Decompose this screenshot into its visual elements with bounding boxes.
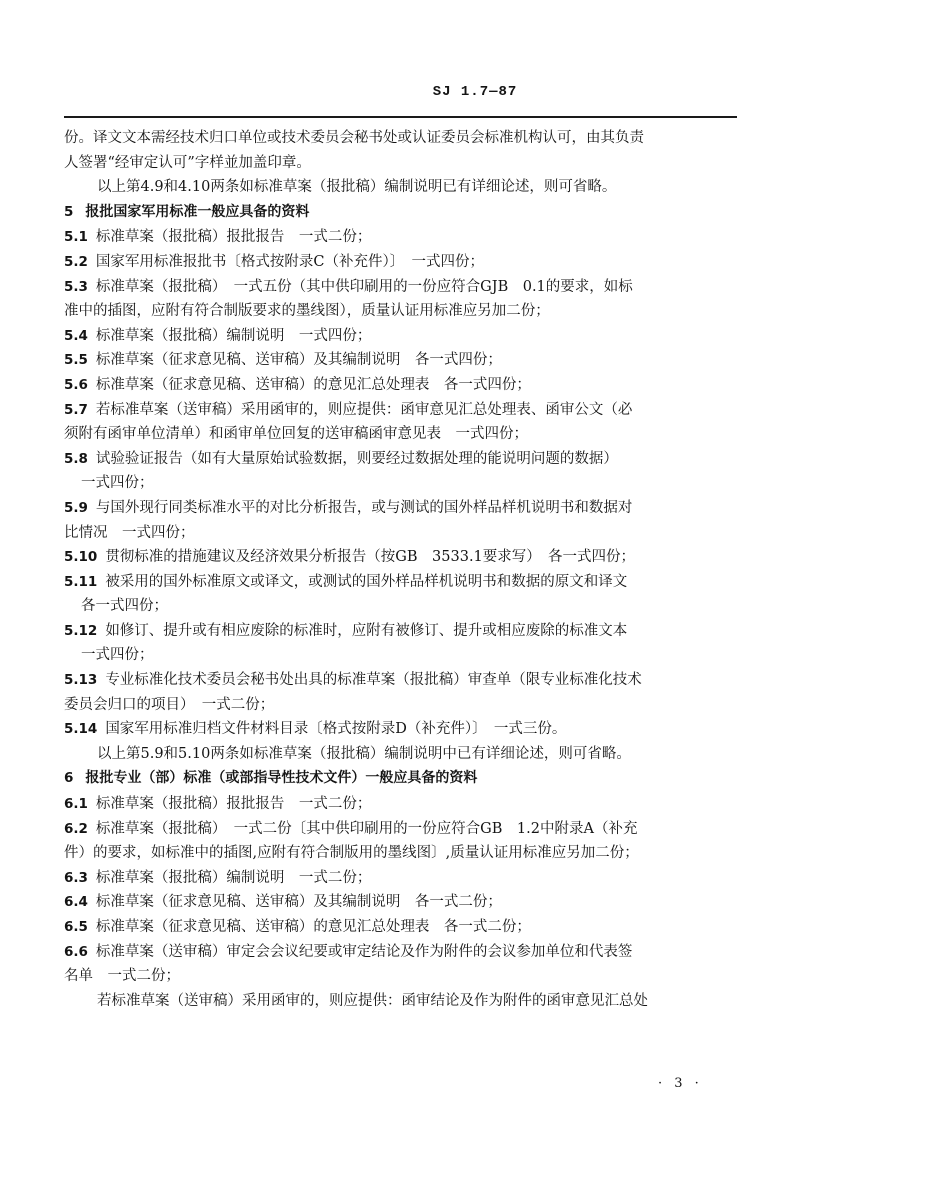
clause-text: 标准草案（报批稿）报批报告 一式二份；	[95, 796, 372, 813]
clause-text: 标准草案（征求意见稿、送审稿）的意见汇总处理表 各一式四份；	[95, 376, 531, 393]
clause-text: 标准草案（报批稿）编制说明 一式四份；	[95, 327, 372, 344]
clause-number: 5.9	[64, 499, 88, 516]
clause-text: 标准草案（报批稿）编制说明 一式二份；	[95, 869, 372, 886]
omission-note: 以上第4.9和4.10两条如标准草案（报批稿）编制说明已有详细论述，则可省略。	[97, 179, 617, 196]
clause-line	[64, 717, 736, 742]
clause-text: 标准草案（报批稿） 一式五份（其中供印刷用的一份应符合GJB 0.1的要求，如标	[95, 278, 633, 295]
clause-text: 标准草案（报批稿） 一式二份〔其中供印刷用的一份应符合GB 1.2中附录A（补充	[95, 820, 638, 837]
clause-line	[64, 915, 736, 940]
section-6-heading	[64, 766, 736, 791]
clause-line	[64, 275, 736, 300]
section-number: 6	[64, 770, 74, 787]
clause-line	[64, 619, 736, 644]
clause-number: 5.4	[64, 327, 88, 344]
continuation-line: 人签署“经审定认可”字样並加盖印章。	[64, 154, 311, 171]
clause-text: 被采用的国外标准原文或译文，或测试的国外样品样机说明书和数据的原文和译文	[105, 573, 628, 590]
clause-text: 标准草案（征求意见稿、送审稿）及其编制说明 各一式四份；	[95, 352, 502, 369]
clause-continuation: 准中的插图，应附有符合制版要求的墨线图），质量认证用标准应另加二份；	[64, 303, 550, 320]
clause-text: 国家军用标准归档文件材料目录〔格式按附录D（补充件）〕 一式三份。	[105, 721, 567, 738]
clause-line	[64, 324, 736, 349]
clause-continuation: 件）的要求，如标准中的插图,应附有符合制版用的墨线图〕,质量认证用标准应另加二份；	[64, 845, 639, 862]
clause-text: 国家军用标准报批书〔格式按附录C（补充件）〕 一式四份；	[95, 253, 485, 270]
clause-line	[64, 792, 736, 817]
section-6-trailing: 若标准草案（送审稿）采用函审的，则应提供：函审结论及作为附件的函审意见汇总处	[97, 992, 648, 1009]
page-number: · 3 ·	[658, 1076, 703, 1091]
clause-line	[64, 866, 736, 891]
clause-continuation: 一式四份；	[81, 475, 154, 492]
clause-continuation: 须附有函审单位清单）和函审单位回复的送审稿函审意见表 一式四份；	[64, 426, 528, 443]
clause-number: 6.3	[64, 869, 88, 886]
clause-line	[64, 890, 736, 915]
clause-text: 如修订、提升或有相应废除的标准时，应附有被修订、提升或相应废除的标准文本	[105, 622, 628, 639]
clause-number: 5.11	[64, 573, 98, 590]
clause-continuation: 一式四份；	[81, 647, 154, 664]
clause-line	[64, 668, 736, 693]
clause-line	[64, 373, 736, 398]
clause-continuation: 比情况 一式四份；	[64, 524, 195, 541]
clause-number: 6.6	[64, 943, 88, 960]
clause-number: 5.8	[64, 450, 88, 467]
standard-code-header: SJ 1.7—87	[432, 84, 518, 100]
clause-text: 标准草案（征求意见稿、送审稿）及其编制说明 各一式二份；	[95, 894, 502, 911]
clause-number: 5.6	[64, 376, 88, 393]
section-5-heading	[64, 200, 736, 225]
clause-continuation: 委员会归口的项目） 一式二份；	[64, 696, 275, 713]
clause-text: 专业标准化技术委员会秘书处出具的标准草案（报批稿）审查单（限专业标准化技术	[105, 672, 642, 689]
clause-line	[64, 348, 736, 373]
clause-line	[64, 570, 736, 595]
clause-continuation: 各一式四份；	[81, 598, 168, 615]
section-5-items	[64, 225, 736, 741]
clause-number: 5.7	[64, 401, 88, 418]
clause-number: 5.3	[64, 278, 88, 295]
clause-number: 5.14	[64, 721, 98, 738]
clause-number: 5.13	[64, 672, 98, 689]
clause-line	[64, 817, 736, 842]
clause-number: 6.5	[64, 919, 88, 935]
clause-number: 5.5	[64, 352, 88, 369]
section-title: 报批专业（部）标准（或部指导性技术文件）一般应具备的资料	[85, 770, 478, 787]
clause-text: 标准草案（送审稿）审定会会议纪要或审定结论及作为附件的会议参加单位和代表签	[95, 943, 633, 960]
clause-number: 5.1	[64, 229, 88, 246]
clause-line	[64, 940, 736, 965]
clause-number: 5.12	[64, 622, 98, 639]
section-number: 5	[64, 203, 74, 220]
clause-text: 试验验证报告（如有大量原始试验数据，则要经过数据处理的能说明问题的数据）	[95, 450, 618, 467]
document-body	[64, 126, 736, 1013]
clause-line	[64, 496, 736, 521]
header-rule	[64, 116, 737, 118]
clause-text: 贯彻标准的措施建议及经济效果分析报告（按GB 3533.1要求写） 各一式四份；	[105, 549, 636, 566]
clause-line	[64, 545, 736, 570]
clause-line	[64, 225, 736, 250]
section-5-note: 以上第5.9和5.10两条如标准草案（报批稿）编制说明中已有详细论述，则可省略。	[97, 745, 631, 762]
section-title: 报批国家军用标准一般应具备的资料	[85, 203, 310, 220]
clause-number: 5.2	[64, 253, 88, 270]
continuation-line: 份。译文文本需经技术归口单位或技术委员会秘书处或认证委员会标准机构认可，由其负责	[64, 130, 644, 146]
clause-number: 6.2	[64, 820, 88, 837]
clause-line	[64, 398, 736, 423]
clause-text: 若标准草案（送审稿）采用函审的，则应提供：函审意见汇总处理表、函审公文（必	[95, 401, 633, 418]
clause-number: 6.1	[64, 796, 88, 813]
clause-text: 与国外现行同类标准水平的对比分析报告，或与测试的国外样品样机说明书和数据对	[95, 499, 633, 516]
clause-text: 标准草案（征求意见稿、送审稿）的意见汇总处理表 各一式二份；	[95, 919, 531, 935]
clause-line	[64, 447, 736, 472]
section-6-items	[64, 792, 736, 989]
clause-continuation: 名单 一式二份；	[64, 968, 180, 985]
clause-number: 5.10	[64, 549, 98, 566]
clause-text: 标准草案（报批稿）报批报告 一式二份；	[95, 229, 372, 246]
clause-number: 6.4	[64, 894, 88, 911]
clause-line	[64, 250, 736, 275]
